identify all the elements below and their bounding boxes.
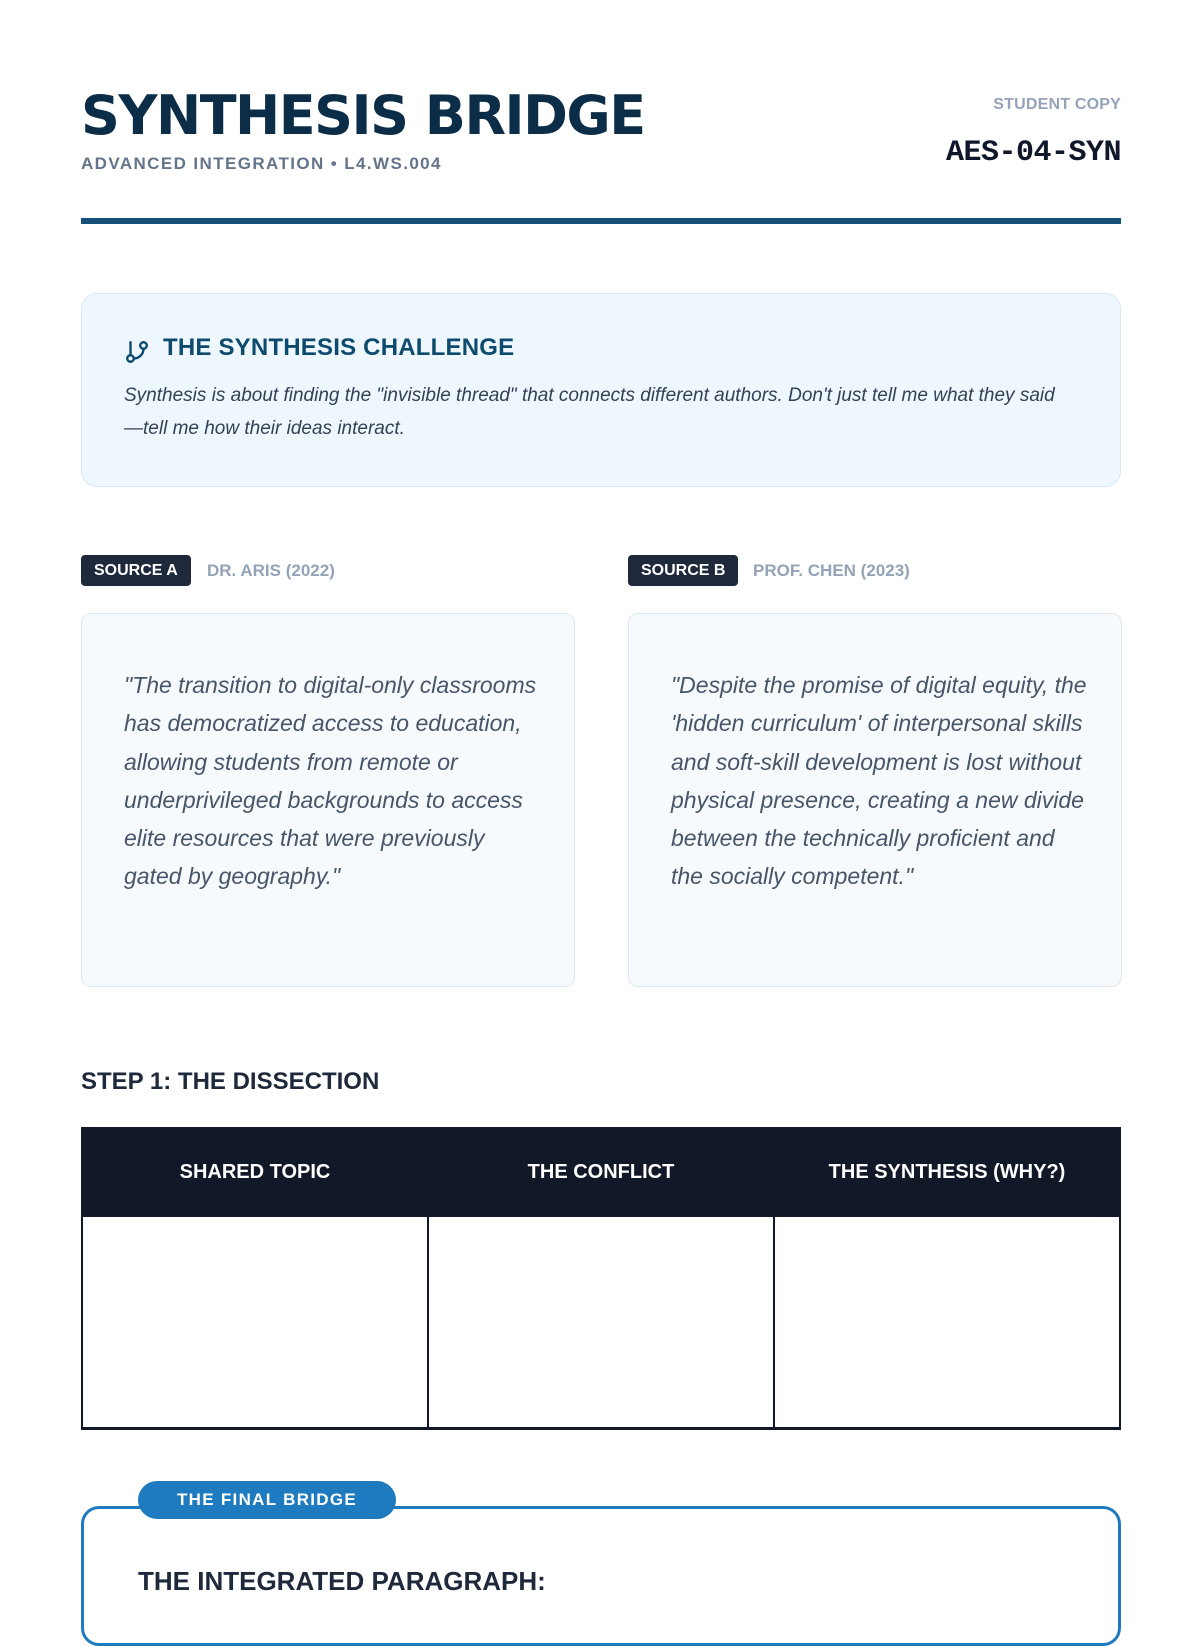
source-author: PROF. CHEN (2023) bbox=[753, 561, 910, 580]
quote-box bbox=[628, 613, 1122, 987]
table-row bbox=[82, 1216, 1120, 1429]
source-author: DR. ARIS (2022) bbox=[207, 561, 335, 580]
challenge-heading: THE SYNTHESIS CHALLENGE bbox=[163, 334, 515, 361]
source-quote: "The transition to digital-only classrooms has democratized access to education, allowing students from remote or underprivileged backgrounds to access elite resources that were previously gated by geography." bbox=[124, 672, 537, 890]
final-bridge-pill: THE FINAL BRIDGE bbox=[138, 1481, 396, 1519]
step-heading: STEP 1: THE DISSECTION bbox=[81, 1068, 380, 1095]
page-title: SYNTHESIS BRIDGE bbox=[81, 84, 645, 147]
conflict-cell[interactable] bbox=[428, 1216, 774, 1429]
branch-icon bbox=[124, 339, 150, 365]
shared-topic-cell[interactable] bbox=[82, 1216, 428, 1429]
final-bridge-heading: THE INTEGRATED PARAGRAPH: bbox=[138, 1566, 546, 1596]
column-header: SHARED TOPIC bbox=[82, 1128, 428, 1216]
source-tag: SOURCE A bbox=[81, 555, 191, 586]
page-subtitle: ADVANCED INTEGRATION • L4.WS.004 bbox=[81, 154, 442, 173]
source-quote: "Despite the promise of digital equity, the 'hidden curriculum' of interpersonal skills and soft-skill development is lost without physical presence, creating a new divide between the technically proficient and the socially competent." bbox=[671, 672, 1087, 890]
column-header: THE SYNTHESIS (WHY?) bbox=[774, 1128, 1120, 1216]
table-header-row bbox=[82, 1128, 1120, 1216]
quote-box bbox=[81, 613, 575, 987]
synthesis-cell[interactable] bbox=[774, 1216, 1120, 1429]
challenge-text: Synthesis is about finding the "invisible thread" that connects different authors. Don't just tell me what they said—tell me how their ideas interact. bbox=[124, 385, 1055, 439]
header bbox=[81, 80, 1121, 190]
header-divider bbox=[81, 218, 1121, 224]
copy-label: STUDENT COPY bbox=[993, 96, 1121, 113]
document-code: AES-04-SYN bbox=[945, 136, 1121, 170]
source-tag: SOURCE B bbox=[628, 555, 738, 586]
column-header: THE CONFLICT bbox=[428, 1128, 774, 1216]
dissection-table bbox=[81, 1127, 1121, 1430]
challenge-box bbox=[81, 293, 1121, 487]
